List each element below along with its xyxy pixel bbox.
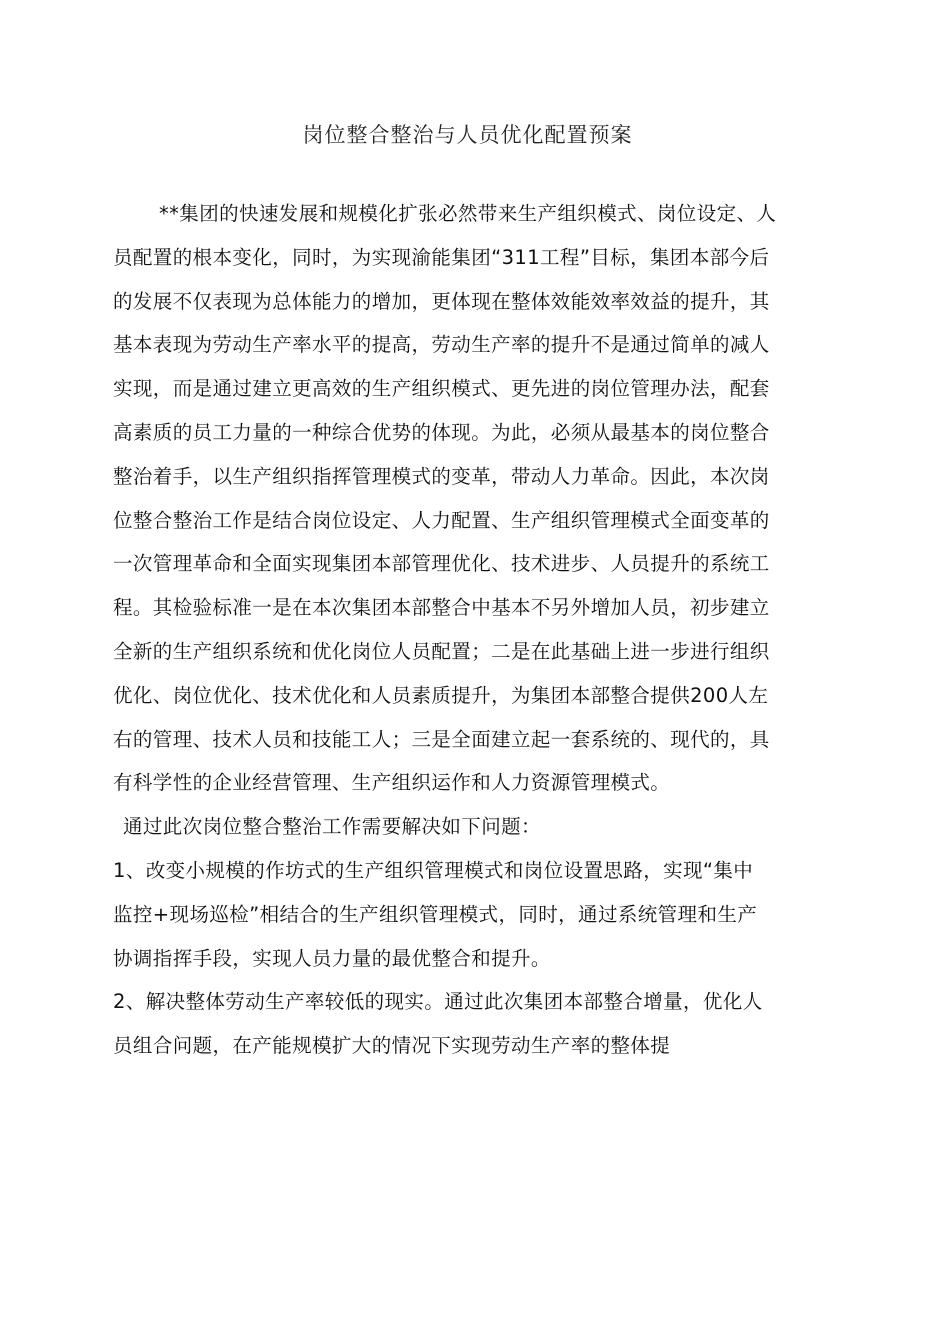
paragraph-line: 的发展不仅表现为总体能力的增加，更体现在整体效能效率效益的提升，其 xyxy=(113,289,770,313)
list-item-line: 协调指挥手段，实现人员力量的最优整合和提升。 xyxy=(113,946,551,970)
paragraph-line: 有科学性的企业经营管理、生产组织运作和人力资源管理模式。 xyxy=(113,771,671,795)
list-item-line: 1、改变小规模的作坊式的生产组织管理模式和岗位设置思路，实现“集中 xyxy=(113,858,754,882)
section-intro-line: 通过此次岗位整合整治工作需要解决如下问题： xyxy=(123,815,541,839)
list-item-line: 监控+现场巡检”相结合的生产组织管理模式，同时，通过系统管理和生产 xyxy=(113,902,758,926)
paragraph-line: 实现，而是通过建立更高效的生产组织模式、更先进的岗位管理办法，配套 xyxy=(113,377,770,401)
list-item-line: 员组合问题，在产能规模扩大的情况下实现劳动生产率的整体提 xyxy=(113,1034,671,1058)
paragraph-line: 右的管理、技术人员和技能工人；三是全面建立起一套系统的、现代的，具 xyxy=(113,727,770,751)
paragraph-line: 一次管理革命和全面实现集团本部管理优化、技术进步、人员提升的系统工 xyxy=(113,552,770,576)
paragraph-line: 基本表现为劳动生产率水平的提高，劳动生产率的提升不是通过简单的减人 xyxy=(113,333,770,357)
paragraph-line: **集团的快速发展和规模化扩张必然带来生产组织模式、岗位设定、人 xyxy=(159,202,777,225)
paragraph-line: 员配置的根本变化，同时，为实现渝能集团“311工程”目标，集团本部今后 xyxy=(113,245,770,269)
document-title: 岗位整合整治与人员优化配置预案 xyxy=(302,123,633,147)
paragraph-line: 整治着手，以生产组织指挥管理模式的变革，带动人力革命。因此，本次岗 xyxy=(113,464,770,488)
paragraph-line: 高素质的员工力量的一种综合优势的体现。为此，必须从最基本的岗位整合 xyxy=(113,420,770,444)
paragraph-line: 优化、岗位优化、技术优化和人员素质提升，为集团本部整合提供200人左 xyxy=(113,683,769,707)
paragraph-line: 位整合整治工作是结合岗位设定、人力配置、生产组织管理模式全面变革的 xyxy=(113,508,770,532)
paragraph-line: 全新的生产组织系统和优化岗位人员配置；二是在此基础上进一步进行组织 xyxy=(113,639,770,663)
document-body xyxy=(113,192,818,1068)
list-item-line: 2、解决整体劳动生产率较低的现实。通过此次集团本部整合增量，优化人 xyxy=(113,990,763,1014)
paragraph-line: 程。其检验标准一是在本次集团本部整合中基本不另外增加人员，初步建立 xyxy=(113,596,770,620)
